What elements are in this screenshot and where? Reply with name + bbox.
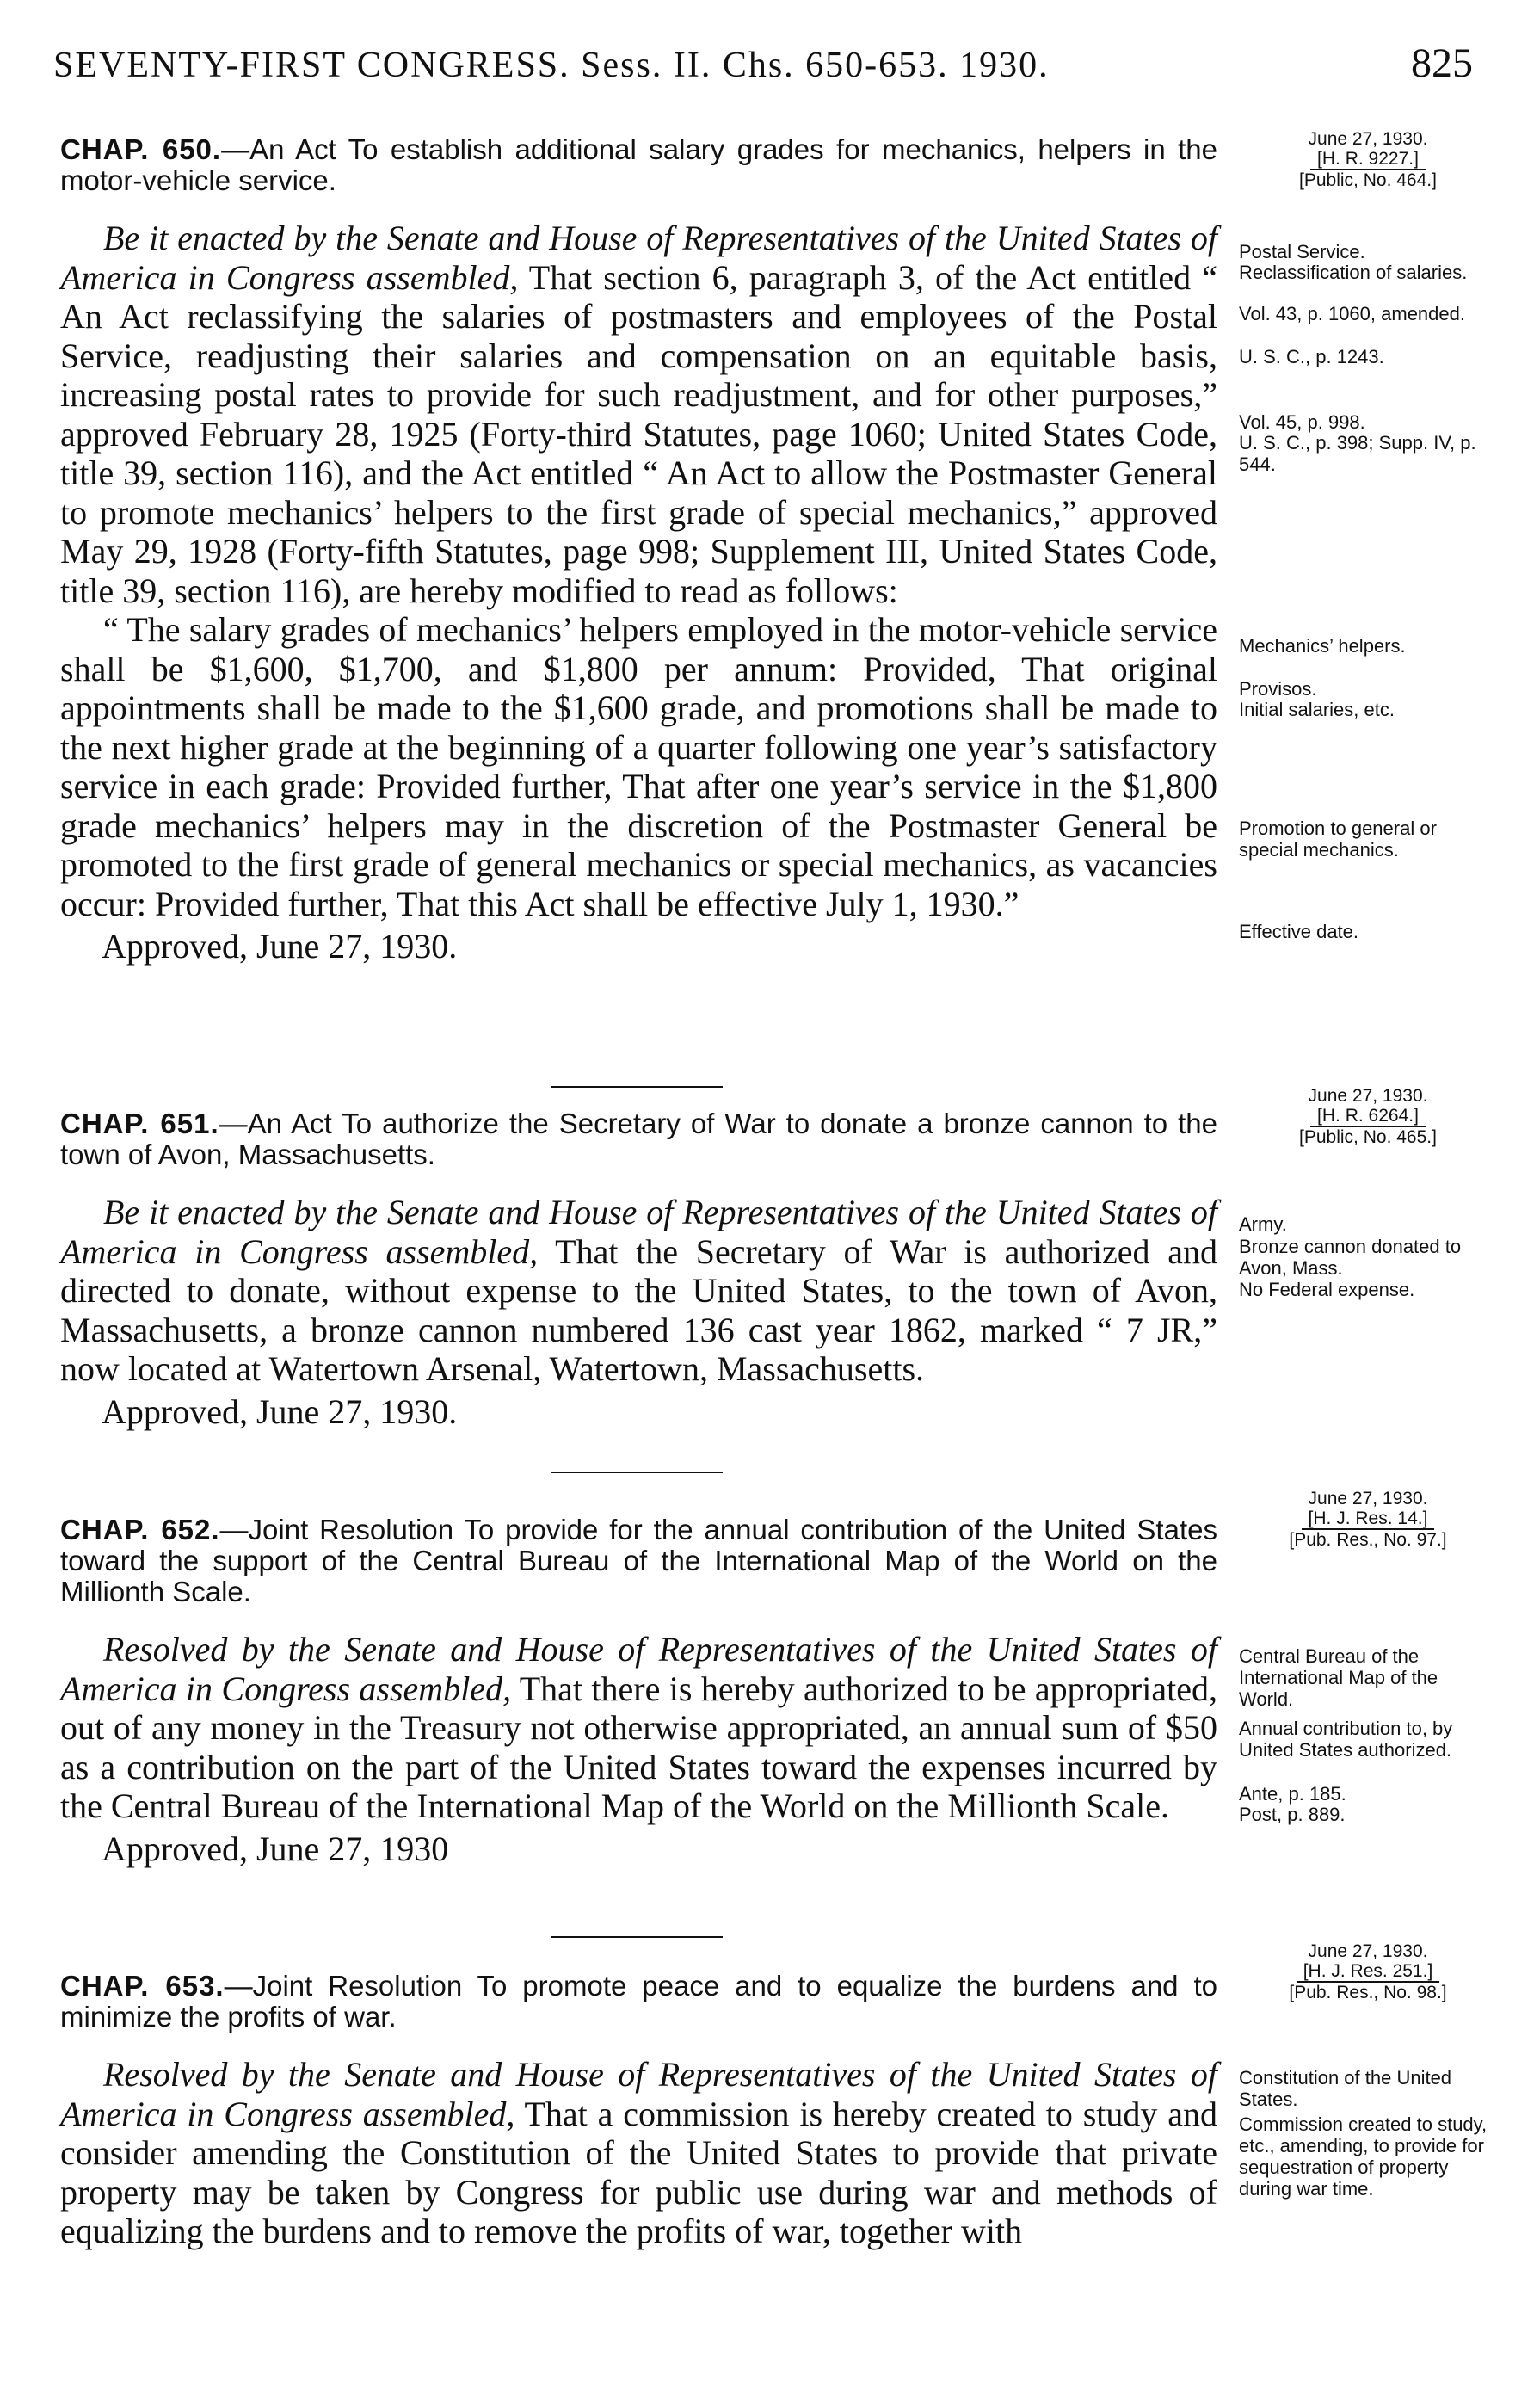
margin-note-army: Army. [1239,1213,1287,1235]
chapter-title: —Joint Resolution To provide for the annual contribution of the United States toward the support of the Central Bureau of the International Map of the World on the Millionth Scale. [60,1514,1217,1607]
chapter-number: CHAP. 650. [60,133,222,165]
approval-date: June 27, 1930. [1308,1941,1428,1961]
public-law-number: [Public, No. 465.] [1299,1127,1437,1147]
amended-text: “ The salary grades of mechanics’ helpers employed in the motor-vehicle service shall be $1,600, $1,700, and $1,800 per annum: Provided, That original appointments shall be made to the $1,600 grade, and promotions shall be made to the next higher grade at the beginning of a quarter following one year’s satisfactory service in each grade: Provided further, That after one year’s service in the $1,800 grade mechanics’ helpers may in the discretion of the Postmaster General be promoted to the first grade of general mechanics or special mechanics, as vacancies occur: Provided further, That this Act shall be effective July 1, 1930.” [60,610,1217,923]
chapter-number: CHAP. 652. [60,1514,220,1546]
approval-date: June 27, 1930. [1308,1489,1428,1509]
section-text: That a commission is hereby created to study and consider amending the Constitution of the United States to provide that private property may be taken by Congress for public use during war and methods of equalizing the burdens and to remove the profits of war, together with [60,2094,1217,2250]
margin-note-initial-salaries: Initial salaries, etc. [1239,699,1395,720]
chapter-heading [60,134,1217,196]
chapter-651-meta [1239,1086,1497,1147]
chapter-heading [60,1971,1217,2033]
bill-number: [H. R. 9227.] [1310,149,1426,170]
chapter-number: CHAP. 653. [60,1970,225,2002]
margin-note-no-federal-expense: No Federal expense. [1239,1279,1415,1300]
public-law-number: [Pub. Res., No. 98.] [1289,1983,1447,2002]
resolving-clause: Resolved by the Senate and House of Representatives of the United States of America in Congress assembled, [60,2055,1217,2133]
chapter-650-meta [1239,129,1497,190]
running-header [53,40,1473,86]
margin-note-bronze-cannon: Bronze cannon donated to Avon, Mass. [1239,1236,1462,1279]
section-text: That section 6, paragraph 3, of the Act entitled “ An Act reclassifying the salaries of postmasters and employees of the Postal Service, readjusting their salaries and compensation on an equitable basis, increasing postal rates to provide for such readjustment, and for other purposes,” approved February 28, 1925 (Forty-third Statutes, page 1060; United States Code, title 39, section 116), and the Act entitled “ An Act to allow the Postmaster General to promote mechanics’ helpers to the first grade of special mechanics,” approved May 29, 1928 (Forty-fifth Statutes, page 998; Supplement III, United States Code, title 39, section 116), are hereby modified to read as follows: [60,257,1217,610]
margin-note-reclassification: Reclassification of salaries. [1239,262,1468,283]
approval-line: Approved, June 27, 1930. [102,927,458,966]
chapter-number: CHAP. 651. [60,1108,219,1139]
enacting-clause: Be it enacted by the Senate and House of Representatives of the United States of America in Congress assembled, [60,1193,1217,1271]
chapter-divider [551,1086,723,1088]
approval-date: June 27, 1930. [1308,1086,1428,1106]
approval-line: Approved, June 27, 1930. [102,1391,458,1431]
chapter-text [60,219,1217,610]
margin-note-post: Post, p. 889. [1239,1804,1346,1825]
margin-note-vol45: Vol. 45, p. 998. [1239,411,1365,433]
bill-number: [H. J. Res. 14.] [1302,1509,1435,1530]
chapter-title: —An Act To authorize the Secretary of War to donate a bronze cannon to the town of Avon, Massachusetts. [60,1108,1217,1170]
chapter-divider [551,1936,723,1938]
chapter-text [60,2055,1217,2251]
enacting-clause: Be it enacted by the Senate and House of Representatives of the United States of America in Congress assembled, [60,219,1217,297]
chapter-title: —An Act To establish additional salary grades for mechanics, helpers in the motor-vehicle service. [60,133,1217,196]
chapter-653 [60,1971,1217,2251]
page-number: 825 [1411,40,1473,86]
bill-number: [H. J. Res. 251.] [1297,1961,1440,1983]
margin-note-postal-service: Postal Service. [1239,241,1365,262]
public-law-number: [Pub. Res., No. 97.] [1289,1530,1447,1550]
chapter-652-meta [1239,1489,1497,1550]
chapter-heading [60,1108,1217,1170]
chapter-divider [551,1472,723,1473]
margin-note-mechanics-helpers: Mechanics’ helpers. [1239,635,1406,657]
chapter-text [60,1193,1217,1389]
section-text: That the Secretary of War is authorized and directed to donate, without expense to the United States, to the town of Avon, Massachusetts, a bronze cannon numbered 136 cast year 1862, marked “ 7 JR,” now located at Watertown Arsenal, Watertown, Massachusetts. [60,1231,1217,1388]
margin-note-usc-1243: U. S. C., p. 1243. [1239,346,1384,367]
margin-note-promotion: Promotion to general or special mechanics. [1239,818,1437,861]
section-text: That there is hereby authorized to be appropriated, out of any money in the Treasury not otherwise appropriated, an annual sum of $50 as a contribution on the part of the United States toward the expenses incurred by the Central Bureau of the International Map of the World on the Millionth Scale. [60,1669,1217,1825]
margin-note-annual-contribution: Annual contribution to, by United States authorized. [1239,1718,1453,1761]
chapter-title: —Joint Resolution To promote peace and to equalize the burdens and to minimize the profits of war. [60,1970,1217,2033]
chapter-653-meta [1239,1941,1497,2002]
margin-note-ante: Ante, p. 185. [1239,1783,1346,1805]
margin-note-provisos: Provisos. [1239,678,1317,700]
margin-note-vol43: Vol. 43, p. 1060, amended. [1239,303,1465,324]
margin-note-central-bureau: Central Bureau of the International Map of the World. [1239,1645,1438,1710]
margin-note-usc-398: U. S. C., p. 398; Supp. IV, p. 544. [1239,432,1476,475]
approval-line: Approved, June 27, 1930 [102,1829,449,1868]
chapter-heading [60,1515,1217,1607]
chapter-651 [60,1108,1217,1431]
bill-number: [H. R. 6264.] [1310,1106,1426,1127]
chapter-text [60,1630,1217,1826]
chapter-650 [60,134,1217,966]
running-title: SEVENTY-FIRST CONGRESS. Sess. II. Chs. 650-653. 1930. [53,46,1050,85]
approval-date: June 27, 1930. [1308,129,1428,149]
public-law-number: [Public, No. 464.] [1299,170,1437,190]
margin-note-commission-created: Commission created to study, etc., amending, to provide for sequestration of property during war time. [1239,2113,1488,2200]
margin-note-effective-date: Effective date. [1239,921,1359,942]
margin-note-constitution: Constitution of the United States. [1239,2067,1452,2110]
chapter-652 [60,1515,1217,1868]
resolving-clause: Resolved by the Senate and House of Representatives of the United States of America in Congress assembled, [60,1630,1217,1708]
